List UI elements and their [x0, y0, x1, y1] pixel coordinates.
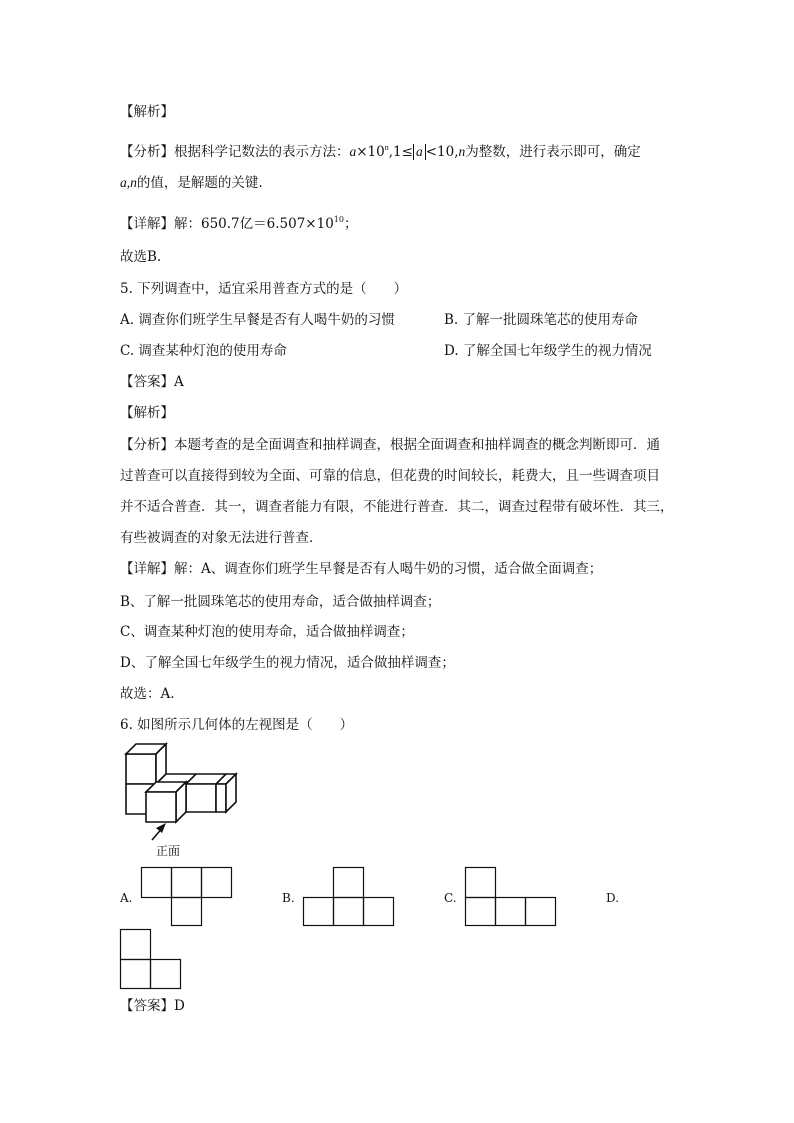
fenxi-line-2	[120, 173, 263, 193]
q5-option-b: B. 了解一批圆珠笔芯的使用寿命	[444, 312, 639, 328]
q6-option-c-figure	[465, 867, 559, 927]
fenxi-text-3: 的值，是解题的关键.	[136, 175, 263, 191]
q5-xiangjie-line-3: C、调查某种灯泡的使用寿命，适合做抽样调查；	[120, 624, 414, 640]
guxuan-1: 故选B.	[120, 249, 162, 265]
xiangjie-text: 解：650.7亿＝6.507×10	[174, 216, 334, 232]
q6-stem: 6. 如图所示几何体的左视图是（ ）	[120, 717, 354, 733]
cube-right-1-face	[186, 784, 216, 812]
math-a: a	[349, 144, 357, 159]
solid-figure	[118, 740, 248, 840]
xiangjie-sup: 10	[333, 215, 344, 224]
math-rest-1: ,1≤	[388, 144, 413, 160]
fenxi-text-1: 根据科学记数法的表示方法：	[174, 144, 350, 160]
q6-answer: 【答案】D	[120, 998, 185, 1014]
q5-option-a: A. 调查你们班学生早餐是否有人喝牛奶的习惯	[120, 312, 395, 328]
q6-option-a-figure	[141, 867, 233, 927]
q5-jiexi-heading: 【解析】	[120, 405, 174, 421]
math-n: n	[458, 144, 466, 159]
xiangjie-tag: 【详解】	[120, 216, 174, 232]
q5-fenxi-line-2: 过普查可以直接得到较为全面、可靠的信息，但花费的时间较长，耗费大，且一些调查项目	[120, 468, 660, 484]
q6-option-d-label: D.	[606, 891, 620, 905]
front-arrow-head-icon	[156, 823, 166, 833]
q5-fenxi-line-1: 【分析】本题考查的是全面调查和抽样调查，根据全面调查和抽样调查的概念判断即可．通	[120, 437, 660, 453]
q5-option-d: D. 了解全国七年级学生的视力情况	[444, 343, 652, 359]
q5-fenxi-line-4: 有些被调查的对象无法进行普查．	[120, 530, 323, 546]
fenxi-tag: 【分析】	[120, 144, 174, 160]
front-label: 正面	[156, 844, 181, 858]
math-a-n: a,n	[120, 175, 137, 190]
q5-guxuan: 故选：A.	[120, 686, 175, 702]
q5-answer: 【答案】A	[120, 374, 184, 390]
fenxi-line-1	[120, 138, 641, 162]
math-rest-2: <10,	[425, 144, 459, 160]
q5-xiangjie-line-4: D、了解全国七年级学生的视力情况，适合做抽样调查；	[120, 655, 455, 671]
fenxi-text-2: 为整数，进行表示即可，确定	[465, 144, 641, 160]
q6-option-c-label: C.	[444, 891, 457, 905]
q5-stem: 5. 下列调查中，适宜采用普查方式的是（ ）	[120, 281, 408, 297]
cube-top-front-face	[126, 754, 156, 784]
math-sup-n: n	[384, 143, 389, 152]
q6-option-b-figure	[303, 867, 395, 927]
q5-xiangjie-line-1: 【详解】解：A、调查你们班学生早餐是否有人喝牛奶的习惯，适合做全面调查；	[120, 561, 603, 577]
q6-option-b-label: B.	[282, 891, 295, 905]
q5-xiangjie-line-2: B、了解一批圆珠笔芯的使用寿命，适合做抽样调查；	[120, 594, 441, 610]
math-times: ×10	[356, 144, 385, 160]
q5-option-c: C. 调查某种灯泡的使用寿命	[120, 343, 287, 359]
q5-fenxi-line-3: 并不适合普查．其一，调查者能力有限，不能进行普查．其二，调查过程带有破坏性．其三，	[120, 499, 674, 515]
q6-option-a-label: A.	[120, 891, 133, 905]
math-abs-a: a	[413, 144, 426, 160]
jiexi-heading-1: 【解析】	[120, 104, 174, 120]
cube-front-face	[146, 792, 176, 822]
xiangjie-end: ；	[343, 216, 358, 232]
q6-option-d-figure	[120, 929, 184, 991]
xiangjie-line-1	[120, 210, 357, 234]
